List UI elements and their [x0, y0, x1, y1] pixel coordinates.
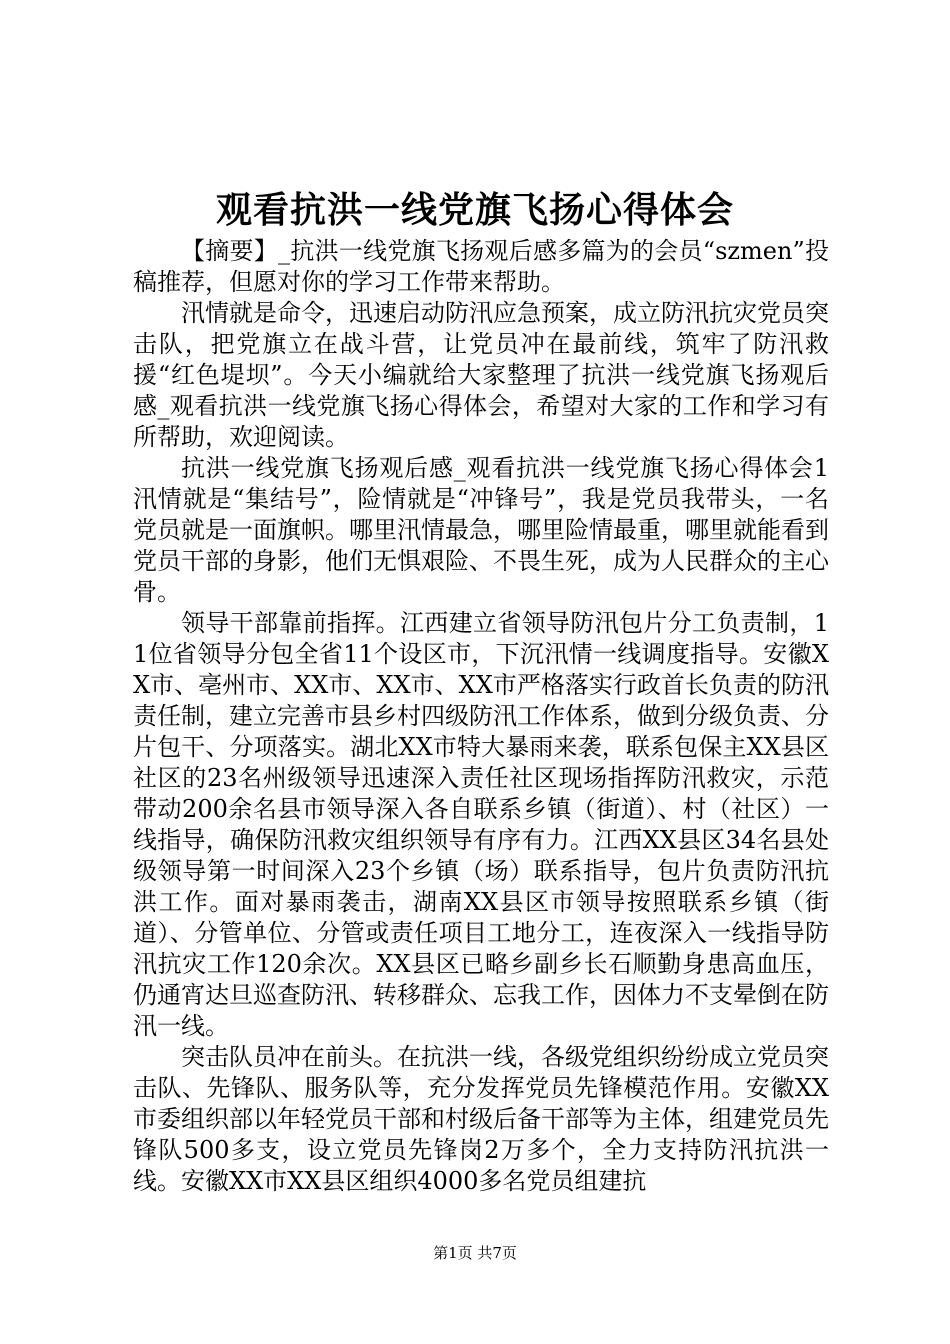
paragraph-intro: 汛情就是命令，迅速启动防汛应急预案，成立防汛抗灾党员突击队，把党旗立在战斗营，让党员冲在最前线，筑牢了防汛救援“红色堤坝”。今天小编就给大家整理了抗洪一线党旗飞扬观后感_观看抗洪一线党旗飞扬心得体会，希望对大家的工作和学习有所帮助，欢迎阅读。 [133, 299, 829, 451]
paragraph-commandos: 突击队员冲在前头。在抗洪一线，各级党组织纷纷成立党员突击队、先锋队、服务队等，充分发挥党员先锋模范作用。安徽XX市委组织部以年轻党员干部和村级后备干部等为主体，组建党员先锋队500多支，设立党员先锋岗2万多个，全力支持防汛抗洪一线。安徽XX市XX县区组织4000多名党员组建抗 [133, 1043, 829, 1195]
document-body [133, 236, 829, 1197]
document-title: 观看抗洪一线党旗飞扬心得体会 [215, 189, 734, 231]
page-footer: 第1页 共7页 [433, 1244, 517, 1262]
paragraph-leaders: 领导干部靠前指挥。江西建立省领导防汛包片分工负责制，11位省领导分包全省11个设区市，下沉汛情一线调度指导。安徽XX市、亳州市、XX市、XX市、XX市严格落实行政首长负责的防汛责任制，建立完善市县乡村四级防汛工作体系，做到分级负责、分片包干、分项落实。湖北XX市特大暴雨来袭，联系包保主XX县区社区的23名州级领导迅速深入责任社区现场指挥防汛救灾，示范带动200余名县市领导深入各自联系乡镇（街道）、村（社区）一线指导，确保防汛救灾组织领导有序有力。江西XX县区34名县处级领导第一时间深入23个乡镇（场）联系指导，包片负责防汛抗洪工作。面对暴雨袭击，湖南XX县区市领导按照联系乡镇（街道）、分管单位、分管或责任项目工地分工，连夜深入一线指导防汛抗灾工作120余次。XX县区已略乡副乡长石顺勤身患高血压，仍通宵达旦巡查防汛、转移群众、忘我工作，因体力不支晕倒在防汛一线。 [133, 609, 829, 1040]
paragraph-section-1: 抗洪一线党旗飞扬观后感_观看抗洪一线党旗飞扬心得体会1汛情就是“集结号”，险情就是“冲锋号”，我是党员我带头，一名党员就是一面旗帜。哪里汛情最急，哪里险情最重，哪里就能看到党员干部的身影，他们无惧艰险、不畏生死，成为人民群众的主心骨。 [133, 454, 829, 606]
paragraph-abstract: 【摘要】_抗洪一线党旗飞扬观后感多篇为的会员“szmen”投稿推荐，但愿对你的学习工作带来帮助。 [133, 237, 829, 296]
